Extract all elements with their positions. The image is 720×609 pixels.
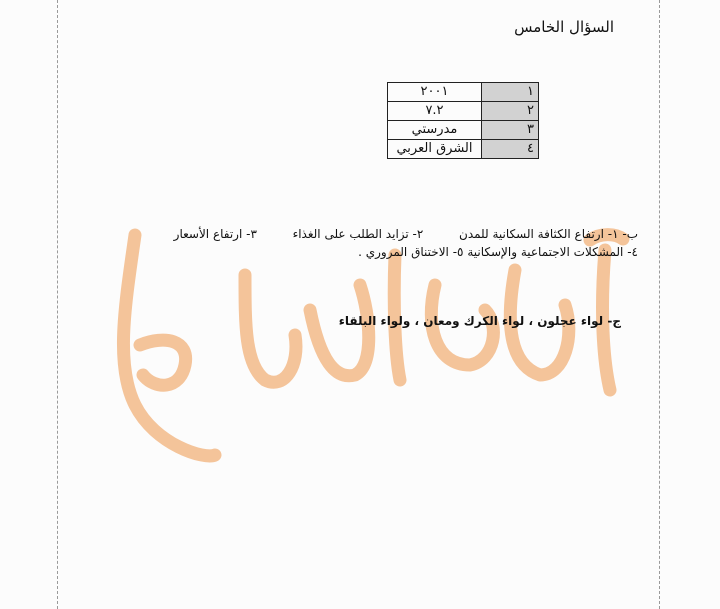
table-row	[388, 140, 539, 159]
row-answer: ٢٠٠١	[388, 83, 482, 102]
question-heading: السؤال الخامس	[514, 18, 614, 36]
table-row	[388, 121, 539, 140]
section-j-answer: ج- لواء عجلون ، لواء الكرك ومعان ، ولواء البلقاء	[338, 314, 621, 328]
row-answer: ٧.٢	[388, 102, 482, 121]
table-row	[388, 83, 539, 102]
section-b-item-4: ٤- المشكلات الاجتماعية والإسكانية	[467, 245, 638, 259]
row-number: ٤	[482, 140, 539, 159]
answers-table	[387, 82, 539, 159]
section-b-prefix: ب- ١-	[607, 227, 638, 241]
section-b-item-5: ٥- الاختناق المروري .	[358, 245, 464, 259]
section-b-line-1	[174, 227, 638, 241]
row-number: ١	[482, 83, 539, 102]
row-answer: مدرستي	[388, 121, 482, 140]
section-b-item-2: ٢- تزايد الطلب على الغذاء	[292, 227, 424, 241]
row-number: ٢	[482, 102, 539, 121]
table-row	[388, 102, 539, 121]
row-answer: الشرق العربي	[388, 140, 482, 159]
row-number: ٣	[482, 121, 539, 140]
section-b-item-1: ارتفاع الكثافة السكانية للمدن	[459, 227, 604, 241]
page-border-right	[659, 0, 660, 609]
page-border-left	[57, 0, 58, 609]
section-b-item-3: ٣- ارتفاع الأسعار	[173, 227, 257, 241]
section-b-line-2	[358, 245, 638, 259]
